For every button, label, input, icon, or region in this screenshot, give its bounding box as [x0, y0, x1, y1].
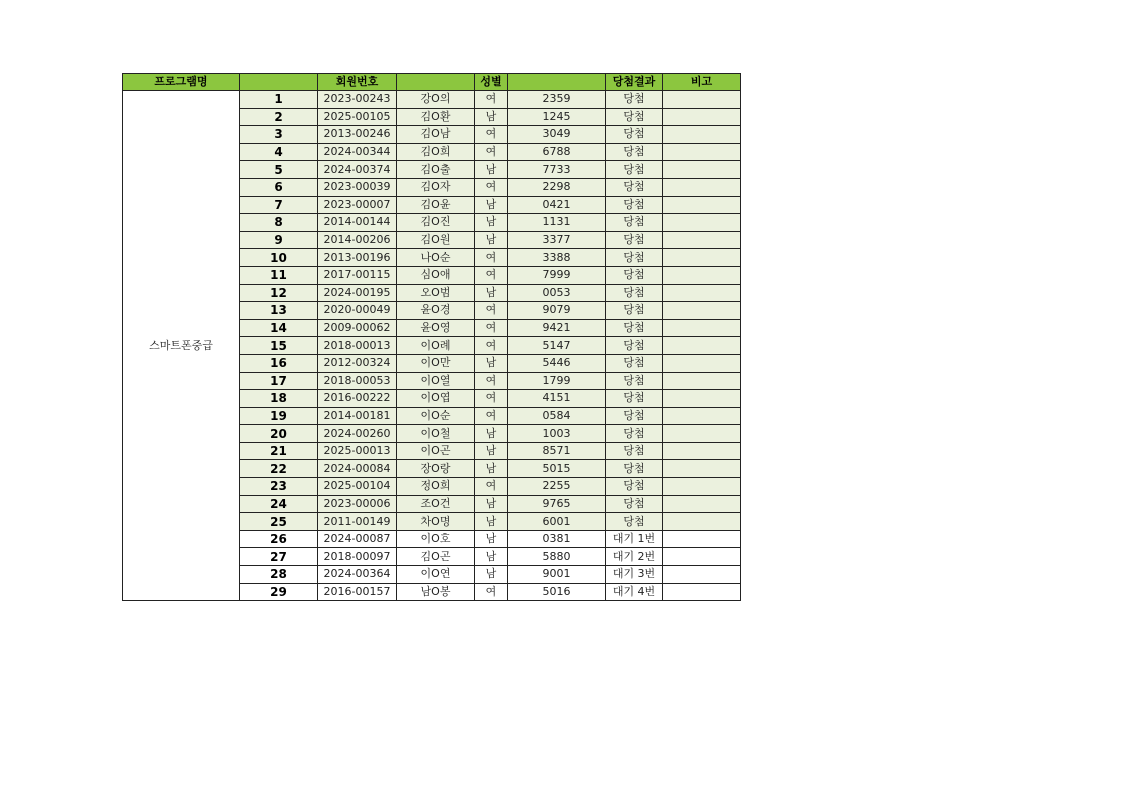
cell-note: [663, 460, 741, 478]
header-no: [240, 74, 318, 91]
cell-no: 28: [240, 566, 318, 584]
cell-result: 당첨: [606, 319, 663, 337]
cell-note: [663, 231, 741, 249]
cell-number: 5147: [508, 337, 606, 355]
cell-member-id: 2025-00013: [318, 442, 397, 460]
cell-gender: 여: [475, 478, 508, 496]
cell-no: 18: [240, 390, 318, 408]
cell-name: 이O연: [397, 566, 475, 584]
cell-gender: 남: [475, 108, 508, 126]
cell-gender: 남: [475, 442, 508, 460]
table-row: [123, 91, 741, 109]
cell-member-id: 2018-00097: [318, 548, 397, 566]
cell-member-id: 2024-00364: [318, 566, 397, 584]
cell-note: [663, 126, 741, 144]
cell-note: [663, 266, 741, 284]
cell-result: 당첨: [606, 460, 663, 478]
cell-result: 당첨: [606, 284, 663, 302]
cell-name: 이O곤: [397, 442, 475, 460]
cell-result: 당첨: [606, 478, 663, 496]
cell-member-id: 2025-00105: [318, 108, 397, 126]
cell-note: [663, 530, 741, 548]
cell-note: [663, 337, 741, 355]
cell-no: 27: [240, 548, 318, 566]
cell-gender: 여: [475, 407, 508, 425]
cell-name: 윤O경: [397, 302, 475, 320]
cell-name: 김O윤: [397, 196, 475, 214]
cell-number: 9765: [508, 495, 606, 513]
cell-name: 이O열: [397, 372, 475, 390]
header-note: 비고: [663, 74, 741, 91]
cell-number: 5016: [508, 583, 606, 601]
cell-name: 오O범: [397, 284, 475, 302]
cell-member-id: 2024-00374: [318, 161, 397, 179]
cell-result: 당첨: [606, 407, 663, 425]
cell-result: 당첨: [606, 302, 663, 320]
cell-name: 이O순: [397, 407, 475, 425]
cell-gender: 여: [475, 302, 508, 320]
cell-no: 9: [240, 231, 318, 249]
cell-member-id: 2024-00260: [318, 425, 397, 443]
cell-name: 심O애: [397, 266, 475, 284]
cell-note: [663, 178, 741, 196]
cell-number: 3377: [508, 231, 606, 249]
cell-note: [663, 390, 741, 408]
cell-result: 대기 3번: [606, 566, 663, 584]
table-body: [123, 91, 741, 601]
cell-name: 정O희: [397, 478, 475, 496]
cell-no: 15: [240, 337, 318, 355]
cell-note: [663, 319, 741, 337]
header-program: 프로그램명: [123, 74, 240, 91]
header-row: [123, 74, 741, 91]
cell-gender: 남: [475, 513, 508, 531]
cell-gender: 남: [475, 354, 508, 372]
cell-result: 대기 4번: [606, 583, 663, 601]
cell-member-id: 2012-00324: [318, 354, 397, 372]
cell-no: 19: [240, 407, 318, 425]
cell-note: [663, 442, 741, 460]
cell-member-id: 2009-00062: [318, 319, 397, 337]
cell-member-id: 2023-00039: [318, 178, 397, 196]
cell-number: 0053: [508, 284, 606, 302]
cell-result: 당첨: [606, 372, 663, 390]
cell-no: 8: [240, 214, 318, 232]
cell-note: [663, 91, 741, 109]
cell-number: 4151: [508, 390, 606, 408]
cell-name: 강O의: [397, 91, 475, 109]
cell-result: 당첨: [606, 495, 663, 513]
cell-note: [663, 478, 741, 496]
cell-no: 26: [240, 530, 318, 548]
cell-member-id: 2023-00007: [318, 196, 397, 214]
cell-member-id: 2023-00243: [318, 91, 397, 109]
cell-result: 당첨: [606, 390, 663, 408]
header-result: 당첨결과: [606, 74, 663, 91]
cell-gender: 남: [475, 425, 508, 443]
cell-name: 이O호: [397, 530, 475, 548]
cell-gender: 여: [475, 337, 508, 355]
cell-no: 24: [240, 495, 318, 513]
cell-name: 이O엽: [397, 390, 475, 408]
cell-number: 2298: [508, 178, 606, 196]
cell-number: 0584: [508, 407, 606, 425]
cell-number: 5015: [508, 460, 606, 478]
cell-name: 김O자: [397, 178, 475, 196]
cell-gender: 여: [475, 249, 508, 267]
cell-note: [663, 161, 741, 179]
cell-result: 당첨: [606, 249, 663, 267]
cell-no: 1: [240, 91, 318, 109]
cell-result: 당첨: [606, 178, 663, 196]
cell-number: 3388: [508, 249, 606, 267]
cell-no: 17: [240, 372, 318, 390]
cell-result: 당첨: [606, 214, 663, 232]
cell-gender: 남: [475, 495, 508, 513]
cell-member-id: 2017-00115: [318, 266, 397, 284]
cell-note: [663, 583, 741, 601]
cell-note: [663, 513, 741, 531]
cell-member-id: 2013-00196: [318, 249, 397, 267]
cell-gender: 여: [475, 319, 508, 337]
cell-number: 2255: [508, 478, 606, 496]
cell-no: 25: [240, 513, 318, 531]
cell-note: [663, 196, 741, 214]
cell-number: 9079: [508, 302, 606, 320]
cell-result: 당첨: [606, 91, 663, 109]
cell-note: [663, 284, 741, 302]
cell-member-id: 2014-00181: [318, 407, 397, 425]
cell-result: 당첨: [606, 143, 663, 161]
cell-number: 9421: [508, 319, 606, 337]
cell-note: [663, 407, 741, 425]
cell-name: 김O희: [397, 143, 475, 161]
cell-number: 1799: [508, 372, 606, 390]
cell-no: 12: [240, 284, 318, 302]
cell-note: [663, 548, 741, 566]
cell-note: [663, 566, 741, 584]
cell-name: 김O환: [397, 108, 475, 126]
lottery-result-table: [122, 73, 741, 601]
cell-name: 김O남: [397, 126, 475, 144]
cell-no: 2: [240, 108, 318, 126]
cell-name: 이O철: [397, 425, 475, 443]
cell-no: 16: [240, 354, 318, 372]
cell-number: 0381: [508, 530, 606, 548]
cell-note: [663, 372, 741, 390]
cell-gender: 여: [475, 126, 508, 144]
cell-gender: 남: [475, 460, 508, 478]
cell-member-id: 2018-00013: [318, 337, 397, 355]
cell-gender: 남: [475, 161, 508, 179]
cell-name: 이O만: [397, 354, 475, 372]
cell-note: [663, 425, 741, 443]
cell-no: 7: [240, 196, 318, 214]
cell-number: 3049: [508, 126, 606, 144]
cell-member-id: 2014-00144: [318, 214, 397, 232]
cell-gender: 여: [475, 91, 508, 109]
cell-no: 6: [240, 178, 318, 196]
cell-name: 장O랑: [397, 460, 475, 478]
cell-member-id: 2016-00222: [318, 390, 397, 408]
cell-number: 1131: [508, 214, 606, 232]
cell-no: 22: [240, 460, 318, 478]
cell-no: 20: [240, 425, 318, 443]
cell-member-id: 2020-00049: [318, 302, 397, 320]
cell-name: 이O례: [397, 337, 475, 355]
cell-member-id: 2016-00157: [318, 583, 397, 601]
cell-no: 23: [240, 478, 318, 496]
cell-note: [663, 108, 741, 126]
header-member-id: 회원번호: [318, 74, 397, 91]
cell-note: [663, 249, 741, 267]
cell-number: 7733: [508, 161, 606, 179]
cell-name: 나O순: [397, 249, 475, 267]
cell-gender: 남: [475, 231, 508, 249]
cell-gender: 여: [475, 390, 508, 408]
cell-result: 당첨: [606, 425, 663, 443]
cell-name: 김O출: [397, 161, 475, 179]
cell-gender: 여: [475, 583, 508, 601]
cell-result: 당첨: [606, 161, 663, 179]
cell-result: 당첨: [606, 513, 663, 531]
cell-member-id: 2025-00104: [318, 478, 397, 496]
cell-name: 조O건: [397, 495, 475, 513]
program-name-cell: 스마트폰중급: [123, 91, 240, 601]
header-gender: 성별: [475, 74, 508, 91]
cell-result: 당첨: [606, 231, 663, 249]
header-name: [397, 74, 475, 91]
cell-no: 3: [240, 126, 318, 144]
cell-member-id: 2013-00246: [318, 126, 397, 144]
cell-note: [663, 302, 741, 320]
cell-note: [663, 354, 741, 372]
cell-no: 13: [240, 302, 318, 320]
cell-member-id: 2018-00053: [318, 372, 397, 390]
cell-gender: 여: [475, 143, 508, 161]
cell-result: 당첨: [606, 337, 663, 355]
cell-result: 당첨: [606, 126, 663, 144]
cell-result: 당첨: [606, 354, 663, 372]
cell-number: 9001: [508, 566, 606, 584]
cell-gender: 남: [475, 530, 508, 548]
cell-gender: 남: [475, 196, 508, 214]
cell-member-id: 2014-00206: [318, 231, 397, 249]
cell-member-id: 2024-00084: [318, 460, 397, 478]
cell-gender: 여: [475, 266, 508, 284]
cell-name: 윤O영: [397, 319, 475, 337]
cell-gender: 여: [475, 178, 508, 196]
cell-name: 김O곤: [397, 548, 475, 566]
cell-number: 6788: [508, 143, 606, 161]
cell-name: 차O명: [397, 513, 475, 531]
cell-result: 대기 2번: [606, 548, 663, 566]
cell-number: 2359: [508, 91, 606, 109]
cell-number: 7999: [508, 266, 606, 284]
cell-note: [663, 143, 741, 161]
cell-member-id: 2024-00087: [318, 530, 397, 548]
cell-result: 당첨: [606, 108, 663, 126]
cell-no: 21: [240, 442, 318, 460]
cell-no: 11: [240, 266, 318, 284]
cell-number: 5880: [508, 548, 606, 566]
cell-member-id: 2011-00149: [318, 513, 397, 531]
header-number: [508, 74, 606, 91]
cell-result: 당첨: [606, 266, 663, 284]
cell-number: 5446: [508, 354, 606, 372]
cell-gender: 여: [475, 372, 508, 390]
cell-note: [663, 214, 741, 232]
cell-name: 남O봉: [397, 583, 475, 601]
cell-no: 14: [240, 319, 318, 337]
cell-gender: 남: [475, 566, 508, 584]
cell-number: 6001: [508, 513, 606, 531]
cell-member-id: 2024-00195: [318, 284, 397, 302]
cell-member-id: 2024-00344: [318, 143, 397, 161]
cell-gender: 남: [475, 214, 508, 232]
cell-no: 29: [240, 583, 318, 601]
cell-no: 5: [240, 161, 318, 179]
cell-name: 김O진: [397, 214, 475, 232]
cell-number: 1245: [508, 108, 606, 126]
cell-result: 당첨: [606, 196, 663, 214]
cell-number: 0421: [508, 196, 606, 214]
cell-no: 4: [240, 143, 318, 161]
cell-number: 1003: [508, 425, 606, 443]
cell-note: [663, 495, 741, 513]
cell-name: 김O원: [397, 231, 475, 249]
cell-member-id: 2023-00006: [318, 495, 397, 513]
cell-result: 대기 1번: [606, 530, 663, 548]
cell-number: 8571: [508, 442, 606, 460]
cell-no: 10: [240, 249, 318, 267]
cell-gender: 남: [475, 548, 508, 566]
cell-gender: 남: [475, 284, 508, 302]
cell-result: 당첨: [606, 442, 663, 460]
